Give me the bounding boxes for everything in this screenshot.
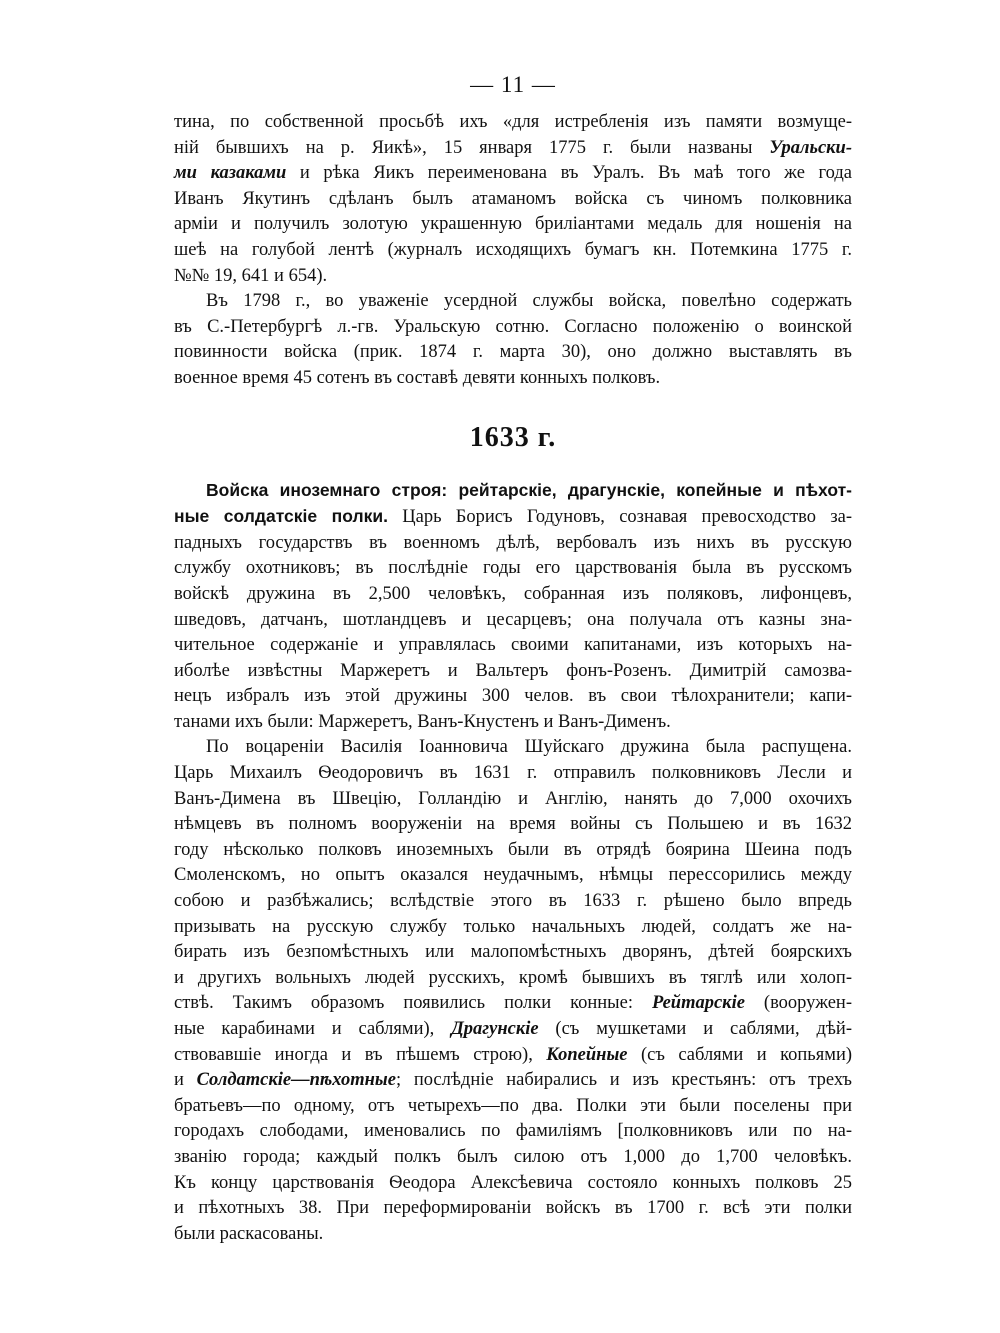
text-line: собою и разбѣжались; вслѣдствіе этого въ 1633 г. рѣшено было впредь xyxy=(174,891,852,912)
text-line xyxy=(174,504,852,531)
text-line: Ванъ-Димена въ Швецію, Голландію и Англію, нанять до 7,000 охочихъ xyxy=(174,788,852,809)
text-line: Иванъ Якутинъ сдѣланъ былъ атаманомъ войска съ чиномъ полковника xyxy=(174,188,852,209)
text-line: арміи и получилъ золотую украшенную бриліантами медаль для ношенія на xyxy=(174,214,852,235)
text-line: братьевъ—по одному, отъ четырехъ—по два. Полки эти были поселены при xyxy=(174,1095,852,1116)
text-line: чительное содержаніе и управлялась своими капитанами, изъ которыхъ на- xyxy=(174,635,852,656)
text-line: тина, по собственной просьбѣ ихъ «для истребленія изъ памяти возмуще- xyxy=(174,112,852,132)
bold-heading-text: Войска иноземнаго строя: рейтарскіе, драгунскіе, копейные и пѣхот- xyxy=(206,479,852,500)
text-line: Царь Михаилъ Ѳеодоровичъ въ 1631 г. отправилъ полковниковъ Лесли и xyxy=(174,763,852,784)
text-line: иболѣе извѣстны Маржеретъ и Вальтеръ фонъ-Розенъ. Димитрій самозва- xyxy=(174,660,852,681)
text-span: Царь Борисъ Годуновъ, сознавая превосходство за- xyxy=(387,507,852,528)
text-line: званію города; каждый полкъ былъ силою отъ 1,000 до 1,700 человѣкъ. xyxy=(174,1146,852,1167)
text-line xyxy=(174,991,852,1017)
bold-heading-text: ные солдатскіе полки. xyxy=(174,506,388,527)
text-line xyxy=(174,1017,852,1043)
text-line: Смоленскомъ, но опытъ оказался неудачнымъ, нѣмцы перессорились между xyxy=(174,865,852,886)
italic-term: Драгунскіе xyxy=(451,1019,539,1039)
text-line: войскѣ дружина въ 2,500 человѣкъ, собранная изъ поляковъ, лифонцевъ, xyxy=(174,583,852,604)
italic-term: Рейтарскіе xyxy=(651,993,745,1014)
text-span: ствовавшіе иногда и въ пѣшемъ строю), xyxy=(174,1044,547,1065)
italic-term: Копейные xyxy=(546,1044,628,1065)
text-line: службу охотниковъ; въ послѣдніе годы его царствованія была въ русскомъ xyxy=(174,558,852,579)
text-line: повинности войска (прик. 1874 г. марта 30), оно должно выставлять въ xyxy=(174,342,852,363)
text-span: ствѣ. Такимъ образомъ появились полки конные: xyxy=(174,993,652,1014)
paragraph-ural-sotnia xyxy=(174,289,852,391)
text-span: (вооружен- xyxy=(744,993,852,1014)
text-span: (съ мушкетами и саблями, дѣй- xyxy=(538,1019,852,1039)
paragraph-ural-cossacks xyxy=(174,110,852,289)
italic-term: ми казаками xyxy=(174,163,287,184)
text-line: нѣмцевъ въ полномъ вооруженіи на время войны съ Польшею и въ 1632 xyxy=(174,814,852,835)
text-line: и пѣхотныхъ 38. При переформированіи войскъ въ 1700 г. всѣ эти полки xyxy=(174,1198,852,1219)
text-line xyxy=(174,161,852,187)
text-line xyxy=(174,478,852,505)
paragraph-foreign-troops xyxy=(174,478,852,736)
document-page xyxy=(174,70,852,1247)
text-span: и рѣка Яикъ переименована въ Уралъ. Въ маѣ того же года xyxy=(286,163,852,184)
text-line: въ С.-Петербургѣ л.-гв. Уральскую сотню. Согласно положенію о воинской xyxy=(174,316,852,337)
text-line: нецъ избралъ изъ этой дружины 300 челов. въ свои тѣлохранители; капи- xyxy=(174,686,852,707)
text-line: бирать изъ безпомѣстныхъ или малопомѣстныхъ дворянъ, дѣтей боярскихъ xyxy=(174,942,852,963)
text-line xyxy=(174,1043,852,1069)
text-line: Въ 1798 г., во уваженіе усердной службы войска, повелѣно содержать xyxy=(206,291,852,312)
text-span: ные карабинами и саблями), xyxy=(174,1019,452,1039)
text-line: призывать на русскую службу только начальныхъ людей, солдатъ же на- xyxy=(174,916,852,937)
text-line: году нѣсколько полковъ иноземныхъ были въ отрядѣ боярина Шеина подъ xyxy=(174,839,852,860)
text-line xyxy=(174,136,852,162)
section-heading-year: 1633 г. xyxy=(469,421,557,453)
italic-term: Уральски- xyxy=(769,137,852,158)
text-line: городахъ слободами, именовались по фамиліямъ [полковниковъ или по на- xyxy=(174,1121,852,1142)
text-span: ній бывшихъ на р. Яикѣ», 15 января 1775 г. были названы xyxy=(174,137,770,158)
text-line xyxy=(174,1068,852,1094)
text-span: ; послѣдніе набирались и изъ крестьянъ: отъ трехъ xyxy=(395,1070,852,1091)
text-line: и другихъ вольныхъ людей русскихъ, кромѣ бывшихъ въ тяглѣ или холоп- xyxy=(174,967,852,988)
text-line: шведовъ, датчанъ, шотландцевъ и цесарцевъ; она получала отъ казны зна- xyxy=(174,609,852,630)
text-line: падныхъ государствъ въ военномъ дѣлѣ, вербовалъ изъ нихъ въ русскую xyxy=(174,532,852,553)
text-line: №№ 19, 641 и 654). xyxy=(174,265,328,286)
paragraph-shuisky-era xyxy=(174,735,852,1247)
text-line: военное время 45 сотенъ въ составѣ девяти конныхъ полковъ. xyxy=(174,367,661,388)
text-span: (съ саблями и копьями) xyxy=(627,1044,853,1065)
text-line: были раскасованы. xyxy=(174,1223,324,1244)
text-line: Къ концу царствованія Ѳеодора Алексѣевича состояло конныхъ полковъ 25 xyxy=(174,1172,852,1193)
text-line: шеѣ на голубой лентѣ (журналъ исходящихъ бумагъ кн. Потемкина 1775 г. xyxy=(174,239,852,260)
text-span: и xyxy=(174,1070,197,1091)
text-line: По воцареніи Василія Іоанновича Шуйскаго дружина была распущена. xyxy=(206,737,852,758)
text-line: танами ихъ были: Маржеретъ, Ванъ-Кнустенъ и Ванъ-Дименъ. xyxy=(174,711,671,732)
italic-term: Солдатскіе—пѣхотные xyxy=(196,1070,396,1091)
page-number: — 11 — xyxy=(470,72,556,97)
